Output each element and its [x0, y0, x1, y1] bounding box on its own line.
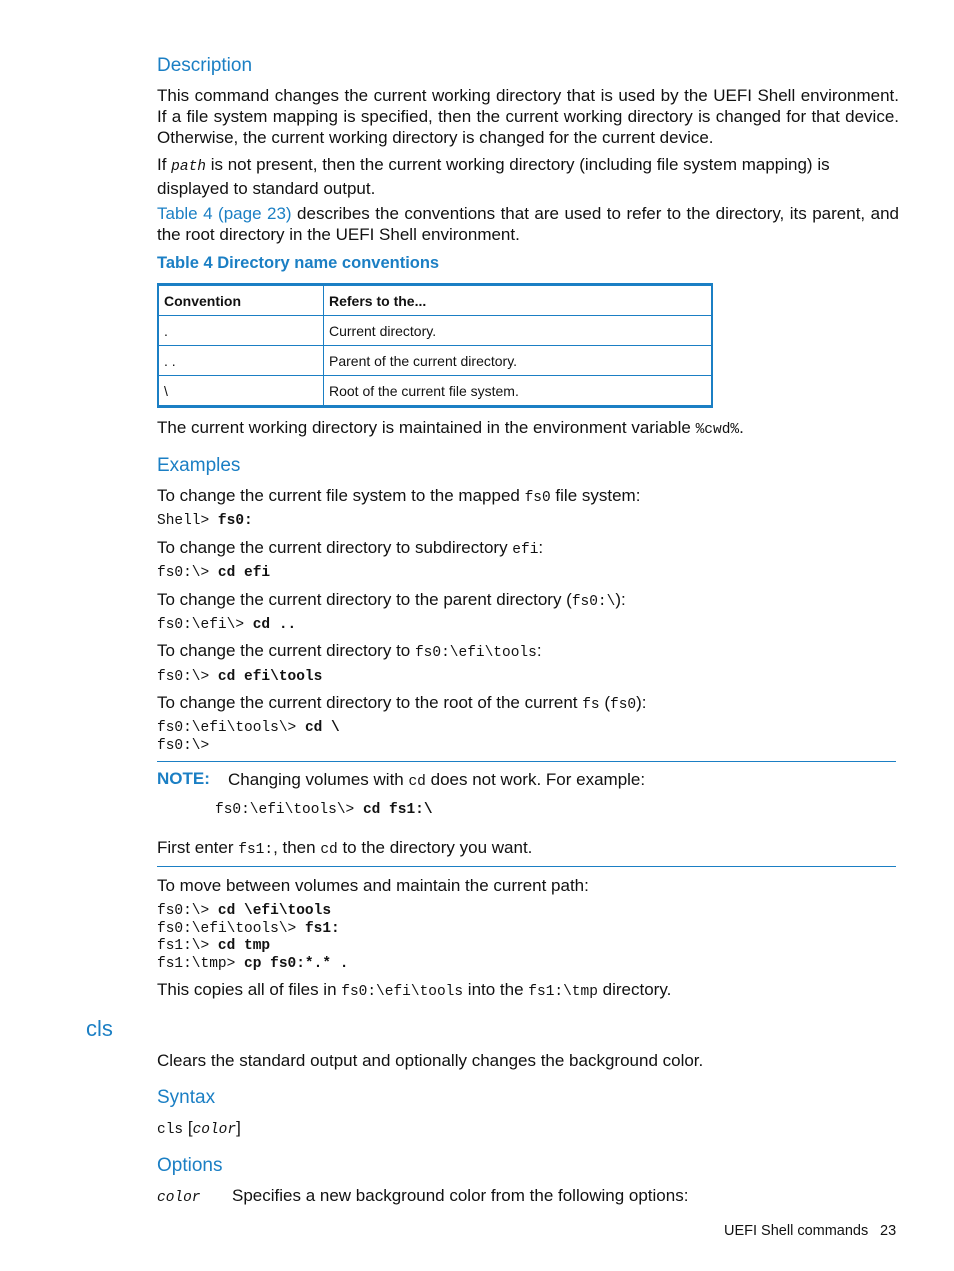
follow-post: to the directory you want.: [337, 838, 533, 857]
e4-pre: To change the current directory to: [157, 641, 415, 660]
example-1-code: [157, 513, 253, 531]
footer-section: UEFI Shell commands: [724, 1223, 869, 1239]
cls-heading: cls: [86, 1016, 113, 1041]
header-convention: Convention: [158, 285, 324, 316]
p2-pre: If: [157, 155, 172, 174]
move-intro: To move between volumes and maintain the current path:: [157, 876, 589, 895]
note-post: does not work. For example:: [425, 770, 646, 789]
note-top-rule: [157, 761, 896, 762]
syntax-heading: Syntax: [157, 1087, 216, 1108]
e1-pre: To change the current file system to the mapped: [157, 486, 525, 505]
examples-heading: Examples: [157, 455, 241, 476]
e5-pre: To change the current directory to the root of the current: [157, 693, 583, 712]
e2-pre: To change the current directory to subdirectory: [157, 538, 513, 557]
example-3-code: [157, 617, 296, 635]
example-4-code: [157, 669, 322, 687]
note-code-cmd: cd fs1:\: [362, 802, 433, 818]
summary-mid: into the: [463, 980, 529, 999]
move-summary: [157, 979, 671, 1003]
syntax-open: [: [183, 1118, 193, 1137]
e2-code: efi: [512, 542, 539, 558]
example-3-text: [157, 589, 626, 613]
option-description: Specifies a new background color from the following options:: [232, 1186, 689, 1205]
convention-cell: \: [158, 376, 324, 407]
e2-post: :: [538, 538, 544, 557]
e5-code1: fs: [582, 697, 600, 713]
e3-pre: To change the current directory to the parent directory (: [157, 590, 572, 609]
summary-code2: fs1:\tmp: [528, 984, 598, 1000]
follow-code2: cd: [320, 842, 338, 858]
e5-mid: (: [599, 693, 611, 712]
note-text: [228, 769, 645, 793]
e1-code: fs0: [524, 490, 551, 506]
convention-cell: .: [158, 316, 324, 346]
l1-prompt: fs0:\>: [157, 903, 218, 919]
note-code-block: [215, 802, 433, 820]
e1-post: file system:: [550, 486, 641, 505]
e5-post: ):: [636, 693, 647, 712]
example-2-code: [157, 565, 270, 583]
options-heading: Options: [157, 1155, 223, 1176]
c5a-prompt: fs0:\efi\tools\>: [157, 720, 305, 736]
refers-cell: Current directory.: [324, 316, 713, 346]
cwd-post: .: [739, 418, 744, 437]
summary-code1: fs0:\efi\tools: [341, 984, 464, 1000]
c5a-cmd: cd \: [304, 720, 340, 736]
description-paragraph-3: [157, 203, 899, 245]
e3-code: fs0:\: [571, 594, 616, 610]
c1-cmd: fs0:: [217, 513, 253, 529]
c5b-prompt: fs0:\>: [157, 737, 210, 754]
c1-prompt: Shell>: [157, 513, 218, 529]
follow-pre: First enter: [157, 838, 239, 857]
table-row: [158, 376, 712, 407]
c2-cmd: cd efi: [217, 565, 271, 581]
syntax-line: [157, 1117, 241, 1141]
c3-cmd: cd ..: [252, 617, 297, 633]
note-follow-text: [157, 837, 532, 861]
table-caption: Table 4 Directory name conventions: [157, 254, 440, 272]
e4-post: :: [536, 641, 542, 660]
note-bottom-rule: [157, 866, 896, 867]
note-pre: Changing volumes with: [228, 770, 409, 789]
summary-post: directory.: [597, 980, 672, 999]
syntax-close: ]: [236, 1118, 241, 1137]
c4-cmd: cd efi\tools: [217, 669, 323, 685]
l2-prompt: fs0:\efi\tools\>: [157, 920, 305, 937]
description-paragraph-1: This command changes the current working directory that is used by the UEFI Shell environment. If a file system mapping is specified, then the current working directory is changed for that device. Otherwise, the current working directory is changed for the current device.: [157, 86, 899, 147]
cls-description: Clears the standard output and optionally changes the background color.: [157, 1051, 704, 1070]
e4-code: fs0:\efi\tools: [414, 645, 537, 661]
note-code: cd: [408, 774, 426, 790]
refers-cell: Parent of the current directory.: [324, 346, 713, 376]
summary-pre: This copies all of files in: [157, 980, 342, 999]
l1-cmd: cd \efi\tools: [217, 903, 332, 919]
l3-prompt: fs1:\>: [157, 938, 218, 954]
follow-mid: , then: [273, 838, 321, 857]
note-label: NOTE:: [157, 769, 210, 788]
option-name-code: color: [157, 1190, 201, 1206]
example-1-text: [157, 485, 640, 509]
c4-prompt: fs0:\>: [157, 669, 218, 685]
table-header-row: [158, 285, 712, 316]
table-4-link[interactable]: Table 4 (page 23): [157, 204, 292, 223]
e5-code2: fs0: [610, 697, 637, 713]
follow-code1: fs1:: [238, 842, 274, 858]
c2-prompt: fs0:\>: [157, 565, 218, 581]
conventions-table: [157, 283, 713, 408]
l4-cmd: cp fs0:*.* .: [244, 955, 349, 972]
footer-page-number: 23: [880, 1223, 897, 1239]
table-row: [158, 316, 712, 346]
e3-post: ):: [615, 590, 626, 609]
convention-cell: . .: [158, 346, 324, 376]
description-heading: Description: [157, 55, 253, 76]
refers-cell: Root of the current file system.: [324, 376, 713, 407]
example-5-text: [157, 692, 647, 716]
path-code: path: [171, 159, 206, 175]
example-4-text: [157, 640, 542, 664]
cwd-code: %cwd%: [695, 422, 740, 438]
l4-prompt: fs1:\tmp>: [157, 955, 245, 972]
syntax-cmd: cls: [157, 1122, 184, 1138]
l2-cmd: fs1:: [304, 920, 340, 937]
example-5-code: [157, 720, 340, 755]
description-paragraph-2: [157, 154, 899, 199]
note-code-prompt: fs0:\efi\tools\>: [215, 802, 363, 818]
table-row: [158, 346, 712, 376]
syntax-arg: color: [192, 1122, 237, 1138]
p3-post: describes the conventions that are used to refer to the directory, its parent, and the root directory in the UEFI Shell environment.: [157, 204, 899, 244]
option-name: [157, 1185, 201, 1209]
l3-cmd: cd tmp: [217, 938, 271, 954]
example-2-text: [157, 537, 543, 561]
move-code-block: [157, 903, 348, 973]
p2-post: is not present, then the current working directory (including file system mapping) is displayed to standard output.: [157, 155, 830, 198]
cwd-pre: The current working directory is maintained in the environment variable: [157, 418, 696, 437]
c3-prompt: fs0:\efi\>: [157, 617, 253, 633]
header-refers-to: Refers to the...: [324, 285, 713, 316]
cwd-paragraph: [157, 417, 744, 441]
